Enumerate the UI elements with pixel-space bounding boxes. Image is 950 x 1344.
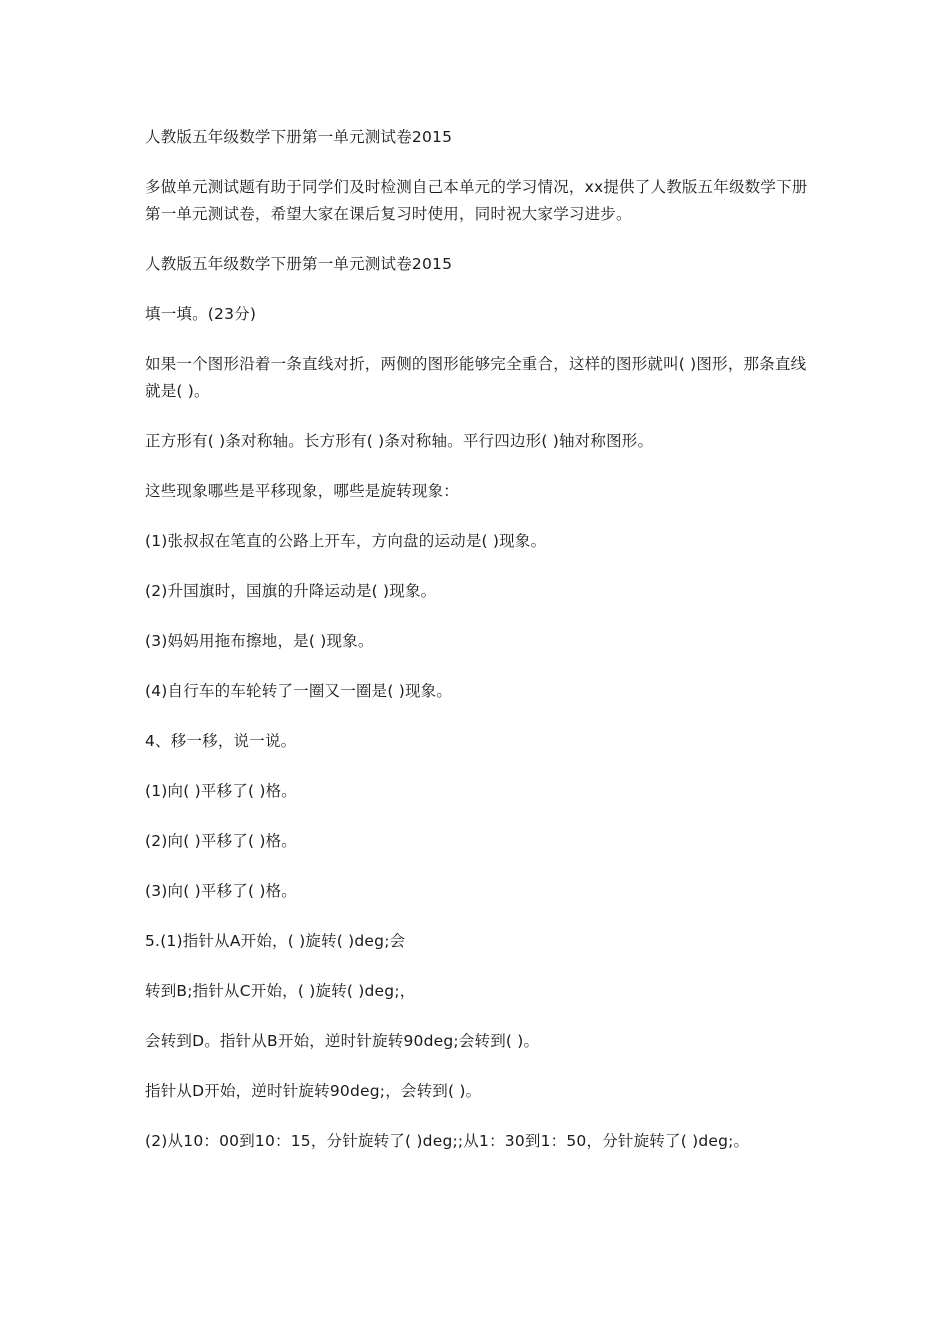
question-5-line-2: 转到B;指针从C开始，( )旋转( )deg;， <box>145 982 416 1000</box>
document-body <box>145 124 815 1178</box>
doc-title: 人教版五年级数学下册第一单元测试卷2015 <box>145 128 453 146</box>
question-5-line-3: 会转到D。指针从B开始，逆时针旋转90deg;会转到( )。 <box>145 1032 540 1050</box>
question-translation-rotation: 这些现象哪些是平移现象，哪些是旋转现象： <box>145 482 460 500</box>
question-5-line-1: 5.(1)指针从A开始，( )旋转( )deg;会 <box>145 932 406 950</box>
move-item-1: (1)向( )平移了( )格。 <box>145 782 297 800</box>
section-heading-fill-in: 填一填。(23分) <box>145 305 257 323</box>
sub-question-3: (3)妈妈用拖布擦地，是( )现象。 <box>145 632 374 650</box>
question-symmetry-axes: 正方形有( )条对称轴。长方形有( )条对称轴。平行四边形( )轴对称图形。 <box>145 432 654 450</box>
question-symmetry-definition: 如果一个图形沿着一条直线对折，两侧的图形能够完全重合，这样的图形就叫( )图形，那条直线就是( )。 <box>145 355 807 400</box>
intro-paragraph: 多做单元测试题有助于同学们及时检测自己本单元的学习情况，xx提供了人教版五年级数学下册第一单元测试卷，希望大家在课后复习时使用，同时祝大家学习进步。 <box>145 178 808 223</box>
sub-question-1: (1)张叔叔在笔直的公路上开车，方向盘的运动是( )现象。 <box>145 532 547 550</box>
move-item-2: (2)向( )平移了( )格。 <box>145 832 297 850</box>
question-5-line-4: 指针从D开始，逆时针旋转90deg;，会转到( )。 <box>145 1082 482 1100</box>
question-4-heading: 4、移一移，说一说。 <box>145 732 297 750</box>
move-item-3: (3)向( )平移了( )格。 <box>145 882 297 900</box>
question-5-part-2: (2)从10：00到10：15，分针旋转了( )deg;;从1：30到1：50，分针旋转了( )deg;。 <box>145 1132 750 1150</box>
sub-question-4: (4)自行车的车轮转了一圈又一圈是( )现象。 <box>145 682 453 700</box>
sub-question-2: (2)升国旗时，国旗的升降运动是( )现象。 <box>145 582 437 600</box>
test-title: 人教版五年级数学下册第一单元测试卷2015 <box>145 255 453 273</box>
